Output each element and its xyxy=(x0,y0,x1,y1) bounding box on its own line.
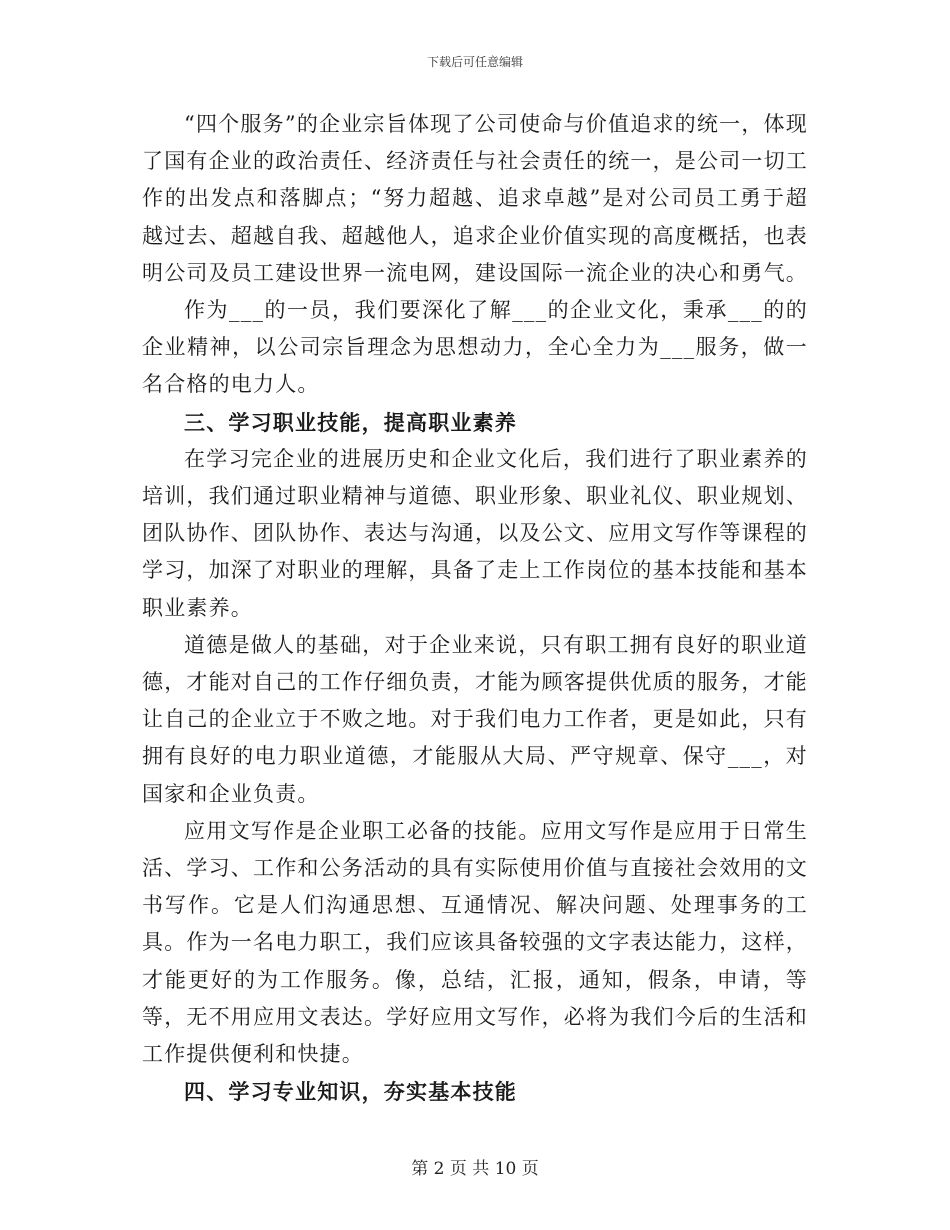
section-heading: 四、学习专业知识，夯实基本技能 xyxy=(184,1079,517,1105)
paragraph: 道德是做人的基础，对于企业来说，只有职工拥有良好的职业道德，才能对自己的工作仔细负责，才能为顾客提供优质的服务，才能让自己的企业立于不败之地。对于我们电力工作者，更是如此，只有拥有良好的电力职业道德，才能服从大局、严守规章、保守___，对国家和企业负责。 xyxy=(142,632,808,806)
page-number: 第 2 页 共 10 页 xyxy=(411,1159,539,1179)
paragraph: 在学习完企业的进展历史和企业文化后，我们进行了职业素养的培训，我们通过职业精神与道德、职业形象、职业礼仪、职业规划、团队协作、团队协作、表达与沟通，以及公文、应用文写作等课程的学习，加深了对职业的理解，具备了走上工作岗位的基本技能和基本职业素养。 xyxy=(142,446,808,620)
header-note: 下载后可任意编辑 xyxy=(426,55,523,69)
document-body xyxy=(142,106,808,1110)
section-heading: 三、学习职业技能，提高职业素养 xyxy=(184,409,517,435)
paragraph: “四个服务”的企业宗旨体现了公司使命与价值追求的统一，体现了国有企业的政治责任、经济责任与社会责任的统一，是公司一切工作的出发点和落脚点；“努力超越、追求卓越”是对公司员工勇于超越过去、超越自我、超越他人，追求企业价值实现的高度概括，也表明公司及员工建设世界一流电网，建设国际一流企业的决心和勇气。 xyxy=(142,112,808,285)
paragraph: 作为___的一员，我们要深化了解___的企业文化，秉承___的的企业精神，以公司宗旨理念为思想动力，全心全力为___服务，做一名合格的电力人。 xyxy=(142,298,808,397)
paragraph: 应用文写作是企业职工必备的技能。应用文写作是应用于日常生活、学习、工作和公务活动的具有实际使用价值与直接社会效用的文书写作。它是人们沟通思想、互通情况、解决问题、处理事务的工具。作为一名电力职工，我们应该具备较强的文字表达能力，这样，才能更好的为工作服务。像，总结，汇报，通知，假条，申请，等等，无不用应用文表达。学好应用文写作，必将为我们今后的生活和工作提供便利和快捷。 xyxy=(142,818,808,1067)
